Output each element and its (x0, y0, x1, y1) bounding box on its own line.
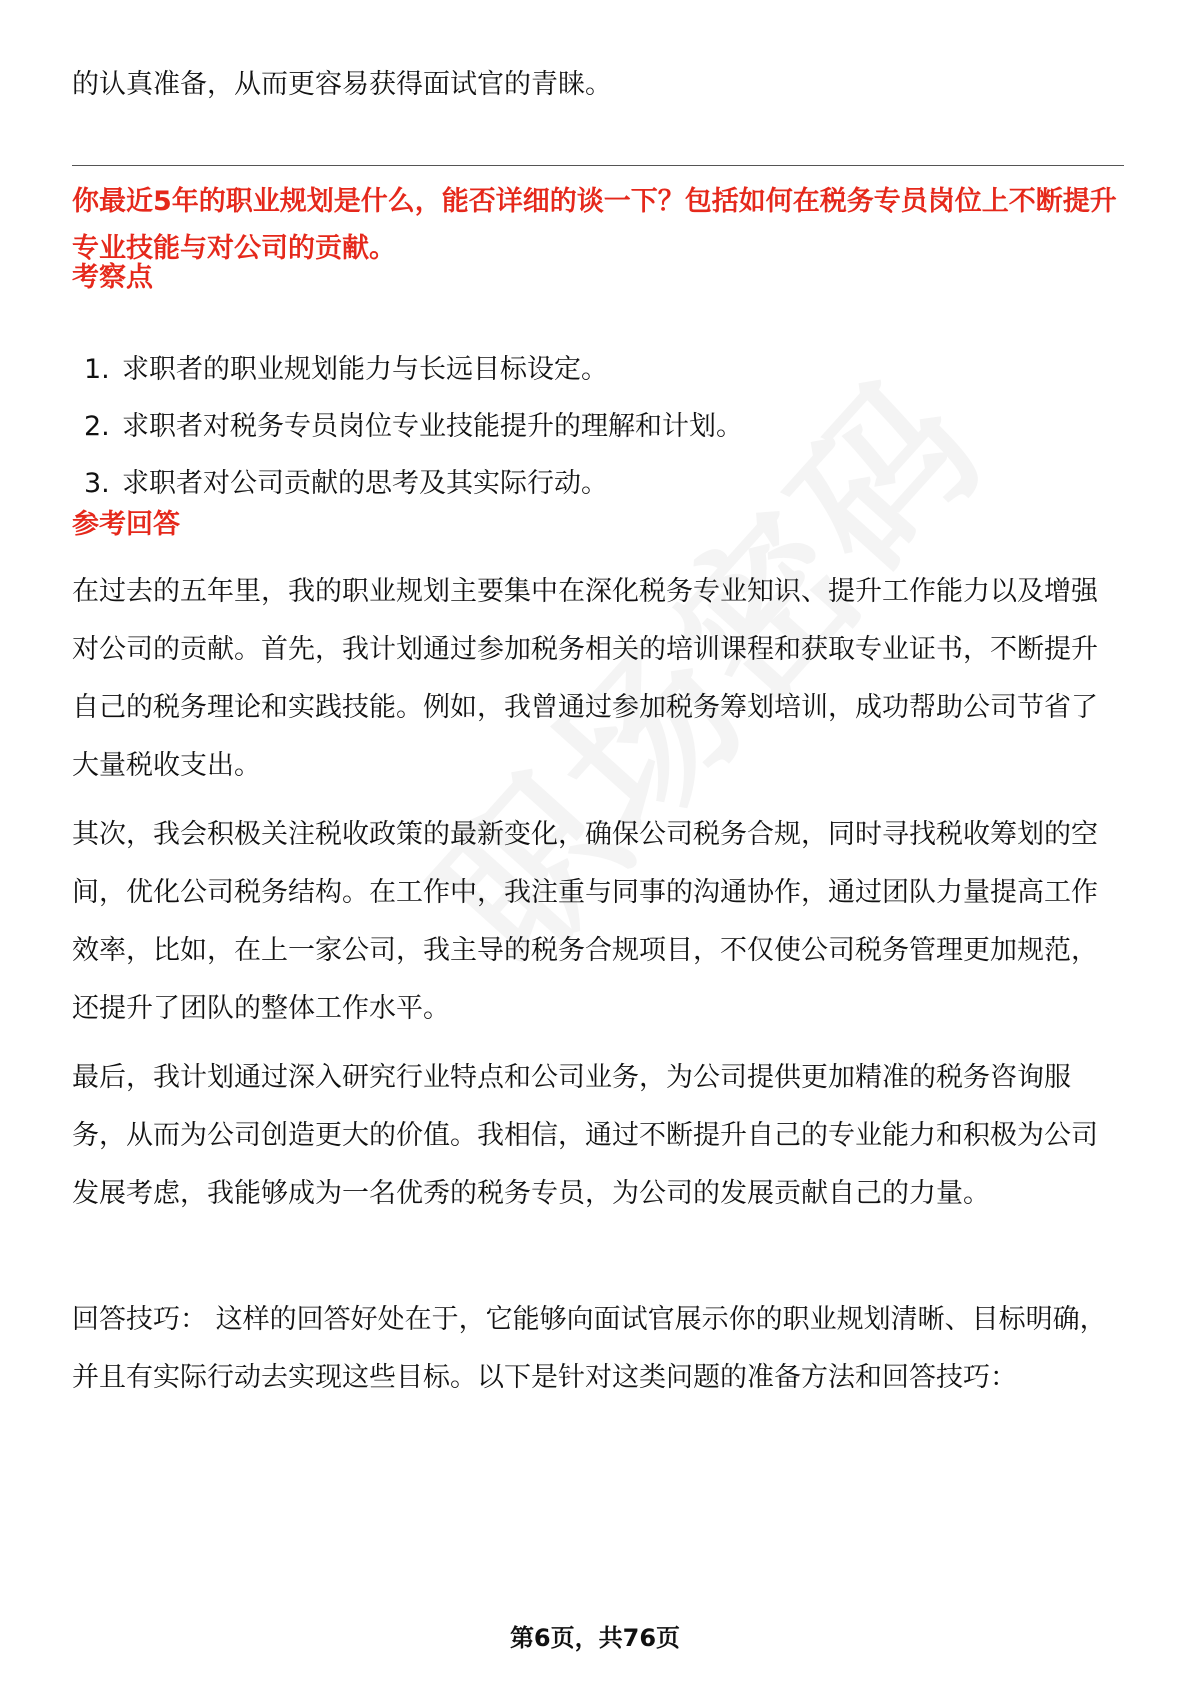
list-item (84, 464, 1124, 521)
list-item (84, 407, 1124, 464)
list-number: 2. (84, 411, 110, 442)
list-text: 求职者的职业规划能力与长远目标设定。 (122, 354, 608, 385)
list-text: 求职者对公司贡献的思考及其实际行动。 (122, 468, 608, 499)
document-page (72, 0, 1124, 1684)
answer-paragraph-2: 其次，我会积极关注税收政策的最新变化，确保公司税务合规，同时寻找税收筹划的空间，优化公司税务结构。在工作中，我注重与同事的沟通协作，通过团队力量提高工作效率，比如，在上一家公司，我主导的税务合规项目，不仅使公司税务管理更加规范，还提升了团队的整体工作水平。 (72, 819, 1098, 1024)
list-text: 求职者对税务专员岗位专业技能提升的理解和计划。 (122, 411, 743, 442)
section-divider (72, 165, 1124, 166)
continued-text: 的认真准备，从而更容易获得面试官的青睐。 (72, 69, 612, 100)
answer-tips-paragraph: 回答技巧： 这样的回答好处在于，它能够向面试官展示你的职业规划清晰、目标明确，并且有实际行动去实现这些目标。以下是针对这类问题的准备方法和回答技巧： (72, 1304, 1107, 1393)
answer-paragraph-1: 在过去的五年里，我的职业规划主要集中在深化税务专业知识、提升工作能力以及增强对公司的贡献。首先，我计划通过参加税务相关的培训课程和获取专业证书，不断提升自己的税务理论和实践技能。例如，我曾通过参加税务筹划培训，成功帮助公司节省了大量税收支出。 (72, 576, 1098, 781)
answer-heading: 参考回答 (72, 509, 180, 540)
page-number: 第6页，共76页 (509, 1624, 681, 1652)
focus-list (84, 350, 1124, 521)
list-number: 1. (84, 354, 110, 385)
list-item (84, 350, 1124, 407)
interview-question: 你最近5年的职业规划是什么，能否详细的谈一下？包括如何在税务专员岗位上不断提升专业技能与对公司的贡献。 (72, 186, 1117, 264)
focus-heading: 考察点 (72, 262, 153, 293)
answer-paragraph-3: 最后，我计划通过深入研究行业特点和公司业务，为公司提供更加精准的税务咨询服务，从而为公司创造更大的价值。我相信，通过不断提升自己的专业能力和积极为公司发展考虑，我能够成为一名优秀的税务专员，为公司的发展贡献自己的力量。 (72, 1062, 1098, 1209)
list-number: 3. (84, 468, 110, 499)
